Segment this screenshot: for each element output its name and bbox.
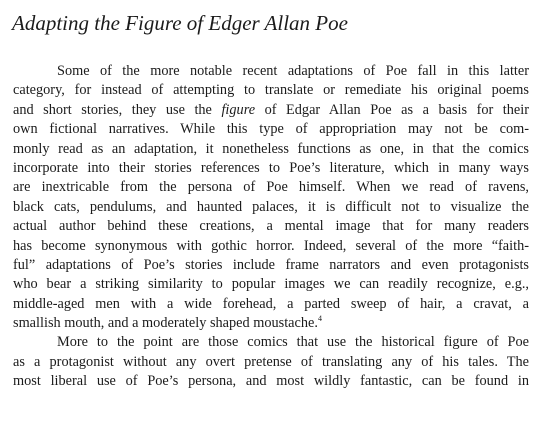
paragraph-1-line-14: [13, 314, 529, 333]
paragraph-1-line-1: Some of the more notable recent adaptations of Poe fall in this latter: [57, 63, 529, 79]
line-3-start: and short stories, they use the: [13, 101, 212, 118]
paragraph-1-line-4: own fictional narratives. While this type of appropriation may not be com-: [13, 121, 529, 138]
last-line-text: smallish mouth, and a moderately shaped moustache.: [13, 315, 318, 332]
line-3-end: of Edgar Allan Poe as a basis for their: [264, 101, 530, 118]
paragraph-1-line-12: who bear a striking similarity to popular images we can readily recognize, e.g.,: [13, 276, 529, 293]
footnote-marker: 4: [317, 314, 322, 324]
paragraph-1-line-10: has become synonymous with gothic horror. Indeed, several of the more “faith-: [13, 237, 529, 254]
body-text: [13, 62, 529, 392]
paragraph-2-line-2: as a protagonist without any overt pretense of translating any of his tales. The: [13, 353, 529, 370]
paragraph-1-line-9: actual author behind these creations, a mental image that for many readers: [13, 218, 529, 235]
paragraph-2-line-3: most liberal use of Poe’s persona, and most wildly fantastic, can be found in: [13, 373, 529, 390]
paragraph-1-line-13: middle-aged men with a wide forehead, a parted sweep of hair, a cravat, a: [13, 295, 529, 312]
paragraph-1-line-8: black cats, pendulums, and haunted palaces, it is difficult not to visualize the: [13, 198, 529, 215]
paragraph-1-line-3: [13, 101, 529, 120]
paragraph-1-line-6: incorporate into their stories references to Poe’s literature, which in many ways: [13, 159, 529, 176]
figure-emphasis: figure: [221, 101, 256, 118]
section-heading: Adapting the Figure of Edger Allan Poe: [12, 11, 348, 35]
paragraph-1-line-2: category, for instead of attempting to translate or remediate his original poems: [13, 82, 529, 99]
paragraph-1-line-11: ful” adaptations of Poe’s stories include frame narrators and even protagonists: [13, 256, 529, 273]
paragraph-2-line-1: More to the point are those comics that use the historical figure of Poe: [57, 334, 529, 351]
paragraph-1-line-7: are inextricable from the persona of Poe himself. When we read of ravens,: [13, 179, 529, 196]
paragraph-1-line-5: monly read as an adaptation, it nonetheless functions as one, in that the comics: [13, 140, 529, 157]
